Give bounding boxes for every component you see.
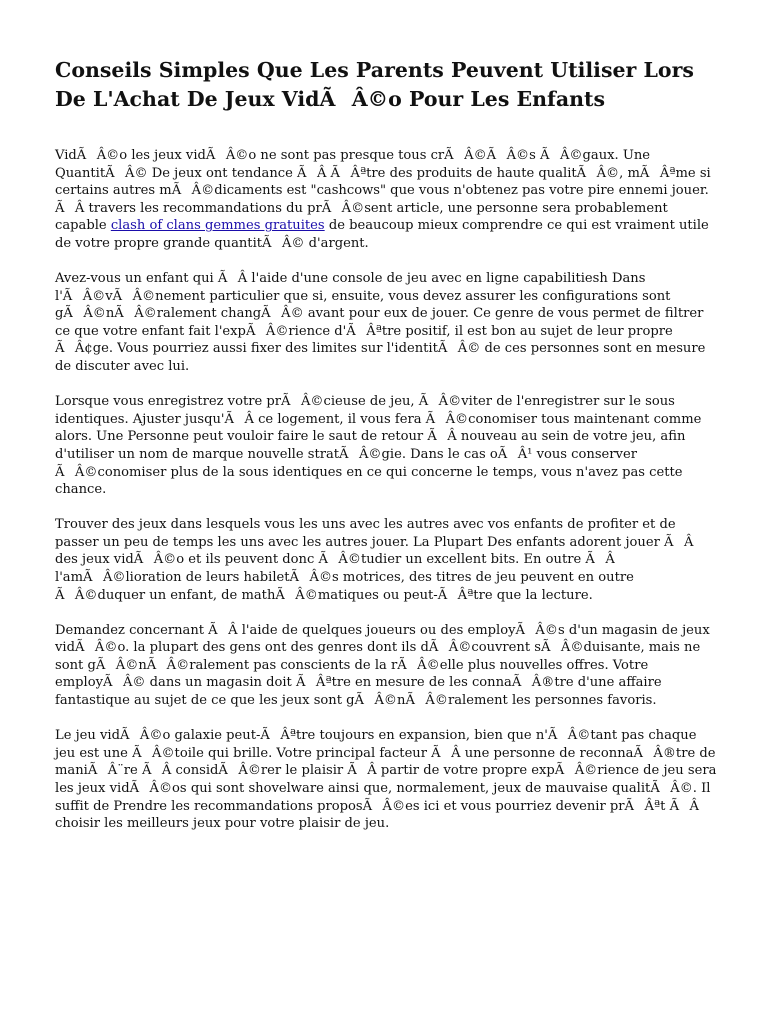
- paragraph-2: Avez-vous un enfant qui ÃÂ l'aide d'une console de jeu avec en ligne capabilitiesh Dans l'ÃÂ©vÃÂ©nement particulier que si, ensuite, vous devez assurer les configurations sont gÃÂ©nÃÂ©ralement changÃÂ© avant pour eux de jouer. Ce genre de vous permet de filtrer ce que votre enfant fait l'expÃÂ©rience d'ÃÂªtre positif, il est bon au sujet de leur propre ÃÂ¢ge. Vous pourriez aussi fixer des limites sur l'identitÃÂ© de ces personnes sont en mesure de discuter avec lui.: [55, 271, 706, 375]
- paragraph-1-text-after-link: de beaucoup mieux comprendre ce qui est vraiment utile de votre propre grande quantitÃÂ© d'argent.: [55, 218, 709, 251]
- clash-of-clans-link[interactable]: clash of clans gemmes gratuites: [110, 218, 325, 234]
- paragraph-1-text-before-link: VidÃÂ©o les jeux vidÃÂ©o ne sont pas presque tous crÃÂ©ÃÂ©s ÃÂ©gaux. Une QuantitÃÂ© De jeux ont tendance ÃÂ ÃÂªtre des produits de haute qualitÃÂ©, mÃÂªme si certains autres mÃÂ©dicaments est "cashcows" que vous n'obtenez pas votre pire ennemi jouer. ÃÂ travers les recommandations du prÃÂ©sent article, une personne sera probablement capable: [55, 148, 711, 234]
- article-body: [55, 147, 720, 833]
- paragraph-5: Demandez concernant ÃÂ l'aide de quelques joueurs ou des employÃÂ©s d'un magasin de jeux vidÃÂ©o. la plupart des gens ont des genres dont ils dÃÂ©couvrent sÃÂ©duisante, mais ne sont gÃÂ©nÃÂ©ralement pas conscients de la rÃÂ©elle plus nouvelles offres. Votre employÃÂ© dans un magasin doit ÃÂªtre en mesure de les connaÃÂ®tre d'une affaire fantastique au sujet de ce que les jeux sont gÃÂ©nÃÂ©ralement les personnes favoris.: [55, 622, 710, 709]
- paragraph-6: Le jeu vidÃÂ©o galaxie peut-ÃÂªtre toujours en expansion, bien que n'ÃÂ©tant pas chaque jeu est une ÃÂ©toile qui brille. Votre principal facteur ÃÂ une personne de reconnaÃÂ®tre de maniÃÂ¨re ÃÂ considÃÂ©rer le plaisir ÃÂ partir de votre propre expÃÂ©rience de jeu sera les jeux vidÃÂ©os qui sont shovelware ainsi que, normalement, jeux de mauvaise qualitÃÂ©. Il suffit de Prendre les recommandations proposÃÂ©es ici et vous pourriez devenir prÃÂªt ÃÂ choisir les meilleurs jeux pour votre plaisir de jeu.: [55, 728, 717, 832]
- paragraph-4: Trouver des jeux dans lesquels vous les uns avec les autres avec vos enfants de profiter et de passer un peu de temps les uns avec les autres jouer. La Plupart Des enfants adorent jouer ÃÂ des jeux vidÃÂ©o et ils peuvent donc ÃÂ©tudier un excellent bits. En outre ÃÂ l'amÃÂ©lioration de leurs habiletÃÂ©s motrices, des titres de jeu peuvent en outre ÃÂ©duquer un enfant, de mathÃÂ©matiques ou peut-ÃÂªtre que la lecture.: [55, 517, 694, 603]
- article-title: Conseils Simples Que Les Parents Peuvent Utiliser Lors De L'Achat De Jeux VidÃÂ©o Pour Les Enfants: [55, 58, 694, 111]
- paragraph-3: Lorsque vous enregistrez votre prÃÂ©cieuse de jeu, ÃÂ©viter de l'enregistrer sur le sous identiques. Ajuster jusqu'ÃÂ ce logement, il vous fera ÃÂ©conomiser tous maintenant comme alors. Une Personne peut vouloir faire le saut de retour ÃÂ nouveau au sein de votre jeu, afin d'utiliser un nom de marque nouvelle stratÃÂ©gie. Dans le cas oÃÂ¹ vous conserver ÃÂ©conomiser plus de la sous identiques en ce qui concerne le temps, vous n'avez pas cette chance.: [55, 394, 702, 498]
- document-page: [55, 56, 720, 850]
- paragraph-1: [55, 147, 720, 253]
